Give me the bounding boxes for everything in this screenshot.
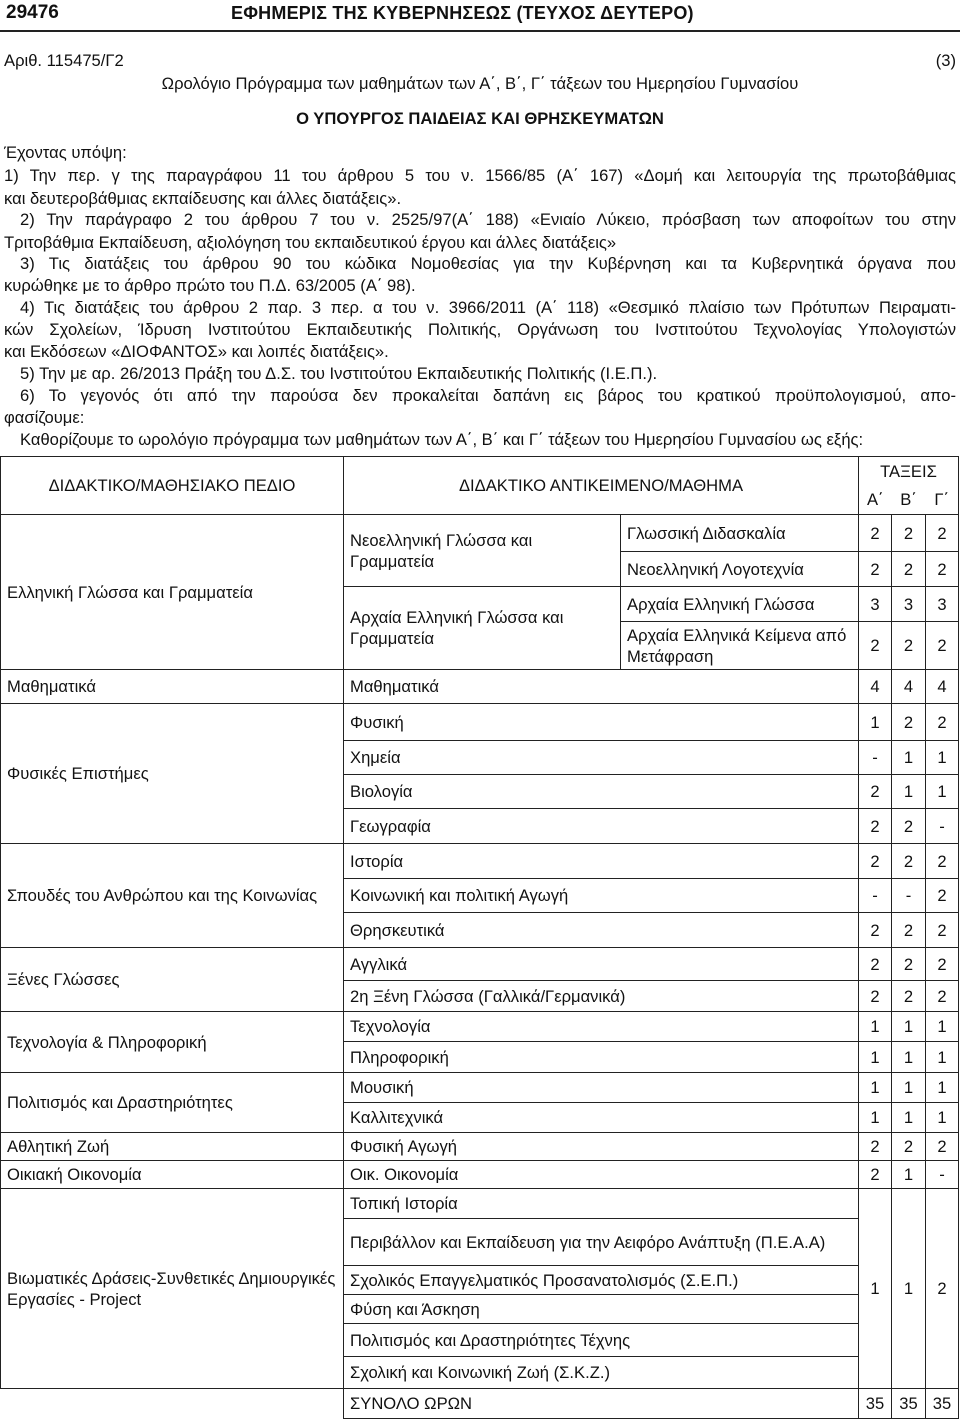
lesson-name: Αρχαία Ελληνικά Κείμενα από Μετάφραση bbox=[621, 622, 859, 670]
hours-b: 2 bbox=[892, 913, 926, 948]
hours-c: 2 bbox=[926, 879, 959, 913]
header-classes: ΤΑΞΕΙΣ bbox=[859, 457, 959, 486]
hours-a: 2 bbox=[859, 981, 892, 1012]
lesson-name: 2η Ξένη Γλώσσα (Γαλλικά/Γερμανικά) bbox=[344, 981, 859, 1012]
field-home-economics: Οικιακή Οικονομία bbox=[1, 1161, 344, 1189]
table-row bbox=[1, 1012, 959, 1042]
text-line: 1) Την περ. γ της παραγράφου 11 του άρθρου 5 του ν. 1566/85 (Α΄ 167) «Δομή και λειτουργία της πρωτοβάθμιας bbox=[4, 166, 956, 185]
total-a: 35 bbox=[859, 1389, 892, 1419]
hours-c: 1 bbox=[926, 1103, 959, 1133]
hours-b: 1 bbox=[892, 1103, 926, 1133]
table-row bbox=[1, 1189, 959, 1219]
hours-b: 2 bbox=[892, 809, 926, 844]
hours-b: 2 bbox=[892, 622, 926, 670]
page-number: 29476 bbox=[6, 2, 59, 23]
text-line: 5) Την με αρ. 26/2013 Πράξη του Δ.Σ. του Ινστιτούτου Εκπαιδευτικής Πολιτικής (Ι.Ε.Π.). bbox=[20, 364, 658, 383]
subject-modern-greek: Νεοελληνική Γλώσσα και Γραμματεία bbox=[344, 515, 621, 587]
hours-b: 1 bbox=[892, 1161, 926, 1189]
hours-c: 1 bbox=[926, 775, 959, 809]
lesson-name: Νεοελληνική Λογοτεχνία bbox=[621, 552, 859, 587]
hours-b: 1 bbox=[892, 741, 926, 775]
hours-b: 2 bbox=[892, 515, 926, 552]
text-line: 3) Τις διατάξεις του άρθρου 90 του κώδικα Νομοθεσίας για την Κυβέρνηση και τα Κυβερνητικά όργανα που bbox=[20, 254, 956, 273]
text-line: Καθορίζουμε το ωρολόγιο πρόγραμμα των μαθημάτων των Α΄, Β΄ και Γ΄ τάξεων του Ημερησίου Γυμνασίου ως εξής: bbox=[20, 430, 864, 449]
lesson-name: Τοπική Ιστορία bbox=[344, 1189, 859, 1219]
table-row bbox=[1, 844, 959, 879]
table-header-row bbox=[1, 457, 959, 486]
grade-b: Β΄ bbox=[892, 486, 926, 515]
table-row bbox=[1, 948, 959, 981]
total-c: 35 bbox=[926, 1389, 959, 1419]
hours-c: 2 bbox=[926, 704, 959, 741]
hours-b: 2 bbox=[892, 948, 926, 981]
schedule-table bbox=[0, 456, 959, 1419]
lesson-name: Φυσική bbox=[344, 704, 859, 741]
table-row bbox=[1, 704, 959, 741]
field-sports: Αθλητική Ζωή bbox=[1, 1133, 344, 1161]
lesson-name: Θρησκευτικά bbox=[344, 913, 859, 948]
text-line: φασίζουμε: bbox=[4, 408, 85, 427]
lesson-name: Αρχαία Ελληνική Γλώσσα bbox=[621, 587, 859, 622]
text-line: και δευτεροβάθμιας εκπαίδευσης και άλλες διατάξεις». bbox=[4, 189, 402, 208]
hours-a: 2 bbox=[859, 622, 892, 670]
hours-a: 1 bbox=[859, 1042, 892, 1073]
hours-b: 1 bbox=[892, 1012, 926, 1042]
gazette-header bbox=[0, 0, 960, 30]
hours-a: 2 bbox=[859, 844, 892, 879]
table-row bbox=[1, 670, 959, 704]
hours-a: 2 bbox=[859, 775, 892, 809]
hours-b: 4 bbox=[892, 670, 926, 704]
lesson-name: Φυσική Αγωγή bbox=[344, 1133, 859, 1161]
hours-a: 4 bbox=[859, 670, 892, 704]
authority: Ο ΥΠΟΥΡΓΟΣ ΠΑΙΔΕΙΑΣ ΚΑΙ ΘΡΗΣΚΕΥΜΑΤΩΝ bbox=[296, 109, 664, 128]
field-projects: Βιωματικές Δράσεις-Συνθετικές Δημιουργικές Εργασίες - Project bbox=[1, 1189, 344, 1389]
hours-a: 3 bbox=[859, 587, 892, 622]
hours-c: 2 bbox=[926, 1189, 959, 1389]
hours-c: 1 bbox=[926, 1012, 959, 1042]
decision-marker: (3) bbox=[935, 51, 956, 70]
hours-c: 1 bbox=[926, 1042, 959, 1073]
lesson-name: Τεχνολογία bbox=[344, 1012, 859, 1042]
text-line: κών Σχολείων, Ίδρυση Ινστιτούτου Εκπαιδευτικής Πολιτικής, Οργάνωση του Ινστιτούτου Τεχνολογίας Υπολογιστών bbox=[4, 320, 956, 339]
text-line: 2) Την παράγραφο 2 του άρθρου 7 του ν. 2525/97(Α΄ 188) «Ενιαίο Λύκειο, πρόσβαση των αποφοίτων του στην bbox=[20, 210, 956, 229]
hours-b: 1 bbox=[892, 1073, 926, 1103]
hours-c: 2 bbox=[926, 948, 959, 981]
hours-c: 2 bbox=[926, 844, 959, 879]
hours-a: - bbox=[859, 879, 892, 913]
total-b: 35 bbox=[892, 1389, 926, 1419]
hours-c: - bbox=[926, 1161, 959, 1189]
hours-a: - bbox=[859, 741, 892, 775]
hours-b: 2 bbox=[892, 981, 926, 1012]
lesson-name: Βιολογία bbox=[344, 775, 859, 809]
table-row bbox=[1, 1161, 959, 1189]
field-tech: Τεχνολογία & Πληροφορική bbox=[1, 1012, 344, 1073]
field-science: Φυσικές Επιστήμες bbox=[1, 704, 344, 844]
hours-b: 2 bbox=[892, 704, 926, 741]
total-label: ΣΥΝΟΛΟ ΩΡΩΝ bbox=[344, 1389, 859, 1419]
text-line: κυρώθηκε με το άρθρο πρώτο του Π.Δ. 63/2005 (Α΄ 98). bbox=[4, 276, 416, 295]
lesson-name: Σχολική και Κοινωνική Ζωή (Σ.Κ.Ζ.) bbox=[344, 1357, 859, 1389]
hours-b: - bbox=[892, 879, 926, 913]
lesson-name: Κοινωνική και πολιτική Αγωγή bbox=[344, 879, 859, 913]
considering-label: Έχοντας υπόψη: bbox=[4, 143, 127, 162]
hours-c: 2 bbox=[926, 1133, 959, 1161]
hours-a: 1 bbox=[859, 1189, 892, 1389]
lesson-name: Γεωγραφία bbox=[344, 809, 859, 844]
lesson-name: Περιβάλλον και Εκπαίδευση για την Αειφόρο Ανάπτυξη (Π.Ε.Α.Α) bbox=[344, 1219, 859, 1266]
lesson-name: Σχολικός Επαγγελματικός Προσανατολισμός (Σ.Ε.Π.) bbox=[344, 1266, 859, 1295]
hours-b: 1 bbox=[892, 1042, 926, 1073]
hours-a: 1 bbox=[859, 1103, 892, 1133]
hours-b: 2 bbox=[892, 844, 926, 879]
hours-b: 1 bbox=[892, 1189, 926, 1389]
hours-b: 1 bbox=[892, 775, 926, 809]
text-line: 6) Το γεγονός ότι από την παρούσα δεν προκαλείται δαπάνη εις βάρος του κρατικού προϋπολογισμού, απο- bbox=[20, 386, 956, 405]
field-humanities: Σπουδές του Ανθρώπου και της Κοινωνίας bbox=[1, 844, 344, 948]
hours-c: 4 bbox=[926, 670, 959, 704]
hours-b: 3 bbox=[892, 587, 926, 622]
field-greek: Ελληνική Γλώσσα και Γραμματεία bbox=[1, 515, 344, 670]
lesson-name: Ιστορία bbox=[344, 844, 859, 879]
header-subject: ΔΙΔΑΚΤΙΚΟ ΑΝΤΙΚΕΙΜΕΝΟ/ΜΑΘΗΜΑ bbox=[344, 457, 859, 515]
hours-a: 1 bbox=[859, 704, 892, 741]
table-row bbox=[1, 1133, 959, 1161]
hours-a: 2 bbox=[859, 515, 892, 552]
lesson-name: Καλλιτεχνικά bbox=[344, 1103, 859, 1133]
hours-c: - bbox=[926, 809, 959, 844]
hours-c: 2 bbox=[926, 622, 959, 670]
header-field: ΔΙΔΑΚΤΙΚΟ/ΜΑΘΗΣΙΑΚΟ ΠΕΔΙΟ bbox=[1, 457, 344, 515]
table-row bbox=[1, 515, 959, 552]
hours-a: 2 bbox=[859, 1161, 892, 1189]
hours-a: 1 bbox=[859, 1012, 892, 1042]
text-line: Τριτοβάθμια Εκπαίδευση, αξιολόγηση του εκπαιδευτικού έργου και άλλες διατάξεις» bbox=[4, 233, 617, 252]
header-rule bbox=[0, 30, 960, 32]
lesson-name: Μουσική bbox=[344, 1073, 859, 1103]
total-row bbox=[1, 1389, 959, 1419]
hours-c: 2 bbox=[926, 515, 959, 552]
lesson-name: Αγγλικά bbox=[344, 948, 859, 981]
field-math: Μαθηματικά bbox=[1, 670, 344, 704]
hours-a: 1 bbox=[859, 1073, 892, 1103]
lesson-name: Πληροφορική bbox=[344, 1042, 859, 1073]
lesson-name: Χημεία bbox=[344, 741, 859, 775]
hours-c: 1 bbox=[926, 741, 959, 775]
lesson-name: Οικ. Οικονομία bbox=[344, 1161, 859, 1189]
lesson-name: Φύση και Άσκηση bbox=[344, 1295, 859, 1324]
table-row bbox=[1, 1073, 959, 1103]
text-line: και Εκδόσεων «ΔΙΟΦΑΝΤΟΣ» και λοιπές διατάξεις». bbox=[4, 342, 389, 361]
decision-subject: Ωρολόγιο Πρόγραμμα των μαθημάτων των Α΄, Β΄, Γ΄ τάξεων του Ημερησίου Γυμνασίου bbox=[161, 74, 799, 93]
hours-b: 2 bbox=[892, 1133, 926, 1161]
text-line: 4) Τις διατάξεις του άρθρου 2 παρ. 3 περ. α του ν. 3966/2011 (Α΄ 118) «Θεσμικό πλαίσιο των Πρότυπων Πειραματι- bbox=[20, 298, 956, 317]
hours-c: 2 bbox=[926, 981, 959, 1012]
hours-b: 2 bbox=[892, 552, 926, 587]
total-blank bbox=[1, 1389, 344, 1419]
hours-a: 2 bbox=[859, 1133, 892, 1161]
lesson-name: Μαθηματικά bbox=[344, 670, 859, 704]
subject-ancient-greek: Αρχαία Ελληνική Γλώσσα και Γραμματεία bbox=[344, 587, 621, 670]
hours-c: 2 bbox=[926, 913, 959, 948]
hours-c: 2 bbox=[926, 552, 959, 587]
grade-c: Γ΄ bbox=[926, 486, 959, 515]
hours-a: 2 bbox=[859, 552, 892, 587]
hours-c: 1 bbox=[926, 1073, 959, 1103]
gazette-title: ΕΦΗΜΕΡΙΣ ΤΗΣ ΚΥΒΕΡΝΗΣΕΩΣ (ΤΕΥΧΟΣ ΔΕΥΤΕΡΟ) bbox=[231, 3, 694, 23]
grade-a: Α΄ bbox=[859, 486, 892, 515]
field-languages: Ξένες Γλώσσες bbox=[1, 948, 344, 1012]
field-culture: Πολιτισμός και Δραστηριότητες bbox=[1, 1073, 344, 1133]
hours-a: 2 bbox=[859, 809, 892, 844]
hours-c: 3 bbox=[926, 587, 959, 622]
lesson-name: Γλωσσική Διδασκαλία bbox=[621, 515, 859, 552]
hours-a: 2 bbox=[859, 913, 892, 948]
lesson-name: Πολιτισμός και Δραστηριότητες Τέχνης bbox=[344, 1324, 859, 1357]
hours-a: 2 bbox=[859, 948, 892, 981]
decision-number: Αριθ. 115475/Γ2 bbox=[4, 51, 124, 70]
